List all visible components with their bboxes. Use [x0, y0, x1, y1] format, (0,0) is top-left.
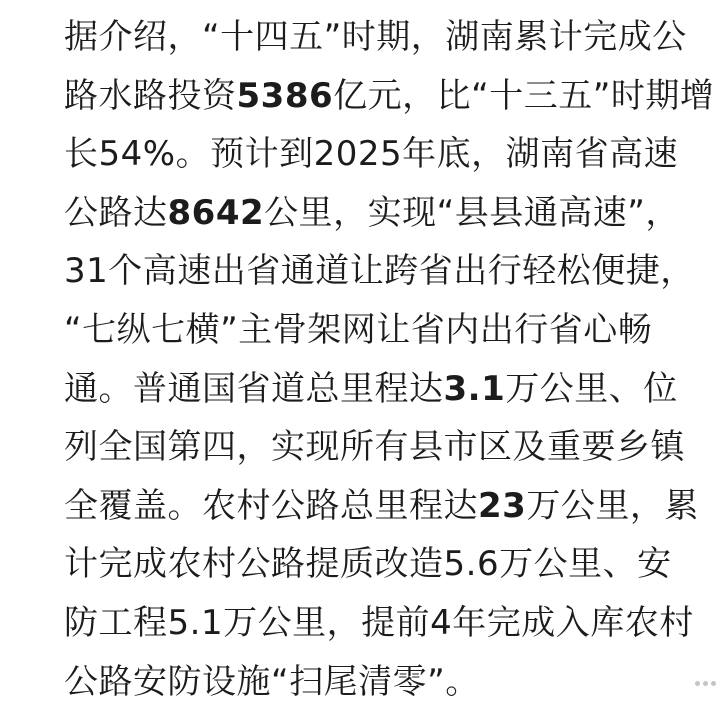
text-line	[64, 535, 672, 594]
text-line	[64, 8, 687, 67]
text-segment: 31个高速出省通道让跨省出行轻松便捷，	[64, 251, 695, 292]
text-line	[64, 360, 678, 419]
text-line	[64, 184, 680, 243]
text-segment: 通。普通国省道总里程达	[64, 368, 444, 409]
text-line	[64, 67, 715, 126]
dot	[703, 681, 708, 686]
highlight-number: 23	[478, 485, 527, 526]
text-segment: 公路达	[64, 192, 168, 233]
text-segment: 路水路投资	[64, 75, 237, 116]
text-segment: 全覆盖。农村公路总里程达	[64, 485, 478, 526]
article-body	[64, 8, 715, 711]
text-segment: 列全国第四，实现所有县市区及重要乡镇	[64, 427, 685, 468]
text-line	[64, 242, 695, 301]
text-segment: 长54%。预计到2025年底，湖南省高速	[64, 134, 679, 175]
highlight-number: 3.1	[443, 368, 506, 409]
text-segment: 万公里、位	[505, 368, 678, 409]
text-line	[64, 301, 664, 360]
text-segment: 亿元，比“十三五”时期增	[333, 75, 715, 116]
text-segment: 据介绍，“十四五”时期，湖南累计完成公	[64, 17, 687, 57]
text-segment: 公里，实现“县县通高速”，	[264, 192, 680, 233]
text-segment: “七纵七横”主骨架网让省内出行省心畅	[64, 309, 653, 350]
text-line	[64, 418, 685, 477]
highlight-number: 8642	[167, 192, 265, 233]
text-segment: 计完成农村公路提质改造5.6万公里、安	[64, 544, 672, 585]
text-segment: 防工程5.1万公里，提前4年完成入库农村	[64, 602, 694, 643]
text-line	[64, 125, 679, 184]
more-options-icon[interactable]	[695, 681, 716, 686]
dot	[695, 681, 700, 686]
highlight-number: 5386	[236, 75, 334, 116]
text-line	[64, 477, 699, 536]
dot	[711, 681, 716, 686]
text-segment: 公路安防设施“扫尾清零”。	[64, 661, 480, 702]
text-segment: 万公里，累	[526, 485, 699, 526]
text-line	[64, 594, 694, 653]
text-line	[64, 653, 664, 711]
